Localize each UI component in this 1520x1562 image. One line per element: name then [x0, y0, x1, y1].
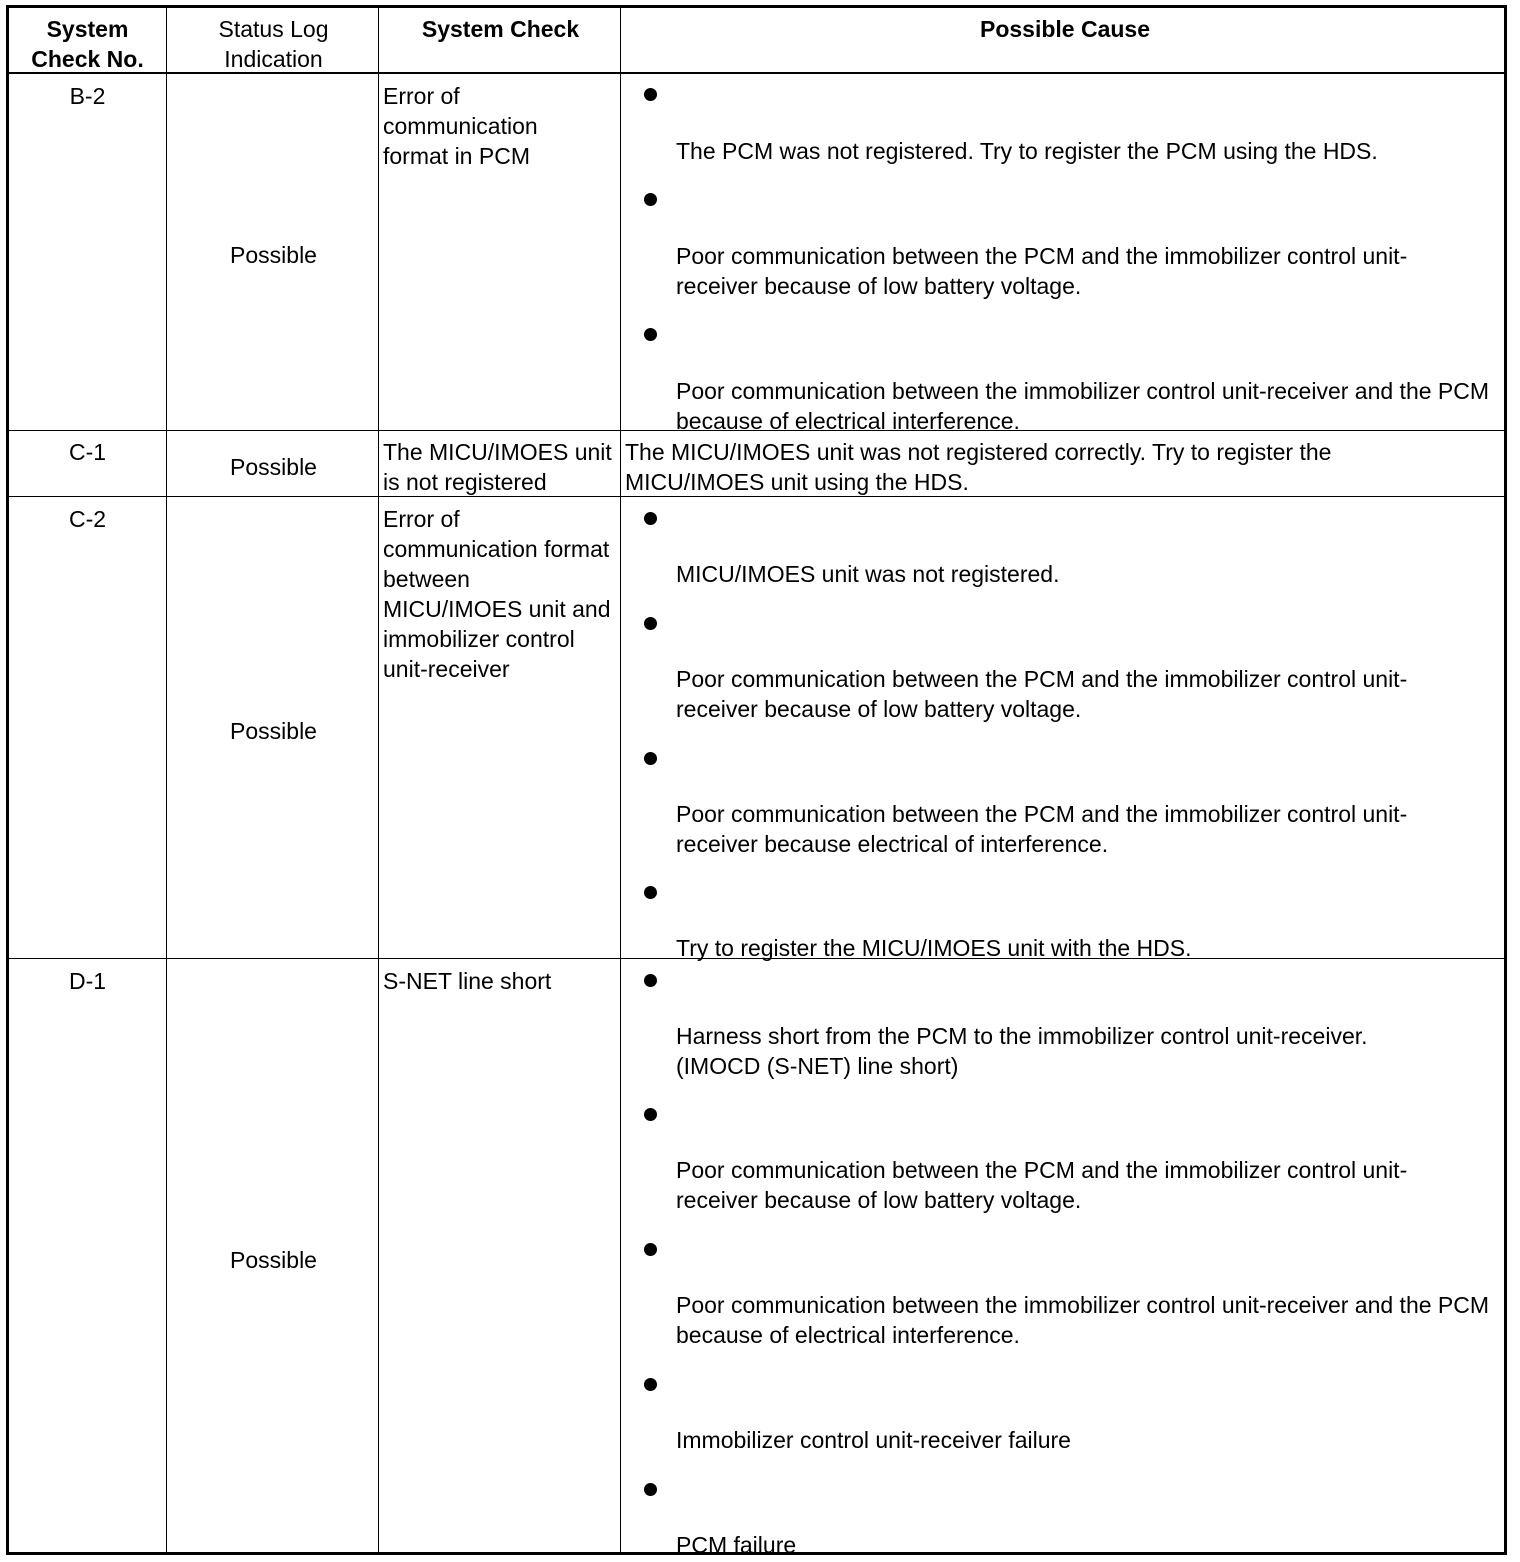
row-c2-cause-4: Try to register the MICU/IMOES unit with the HDS.	[676, 935, 1192, 961]
bullet-icon	[644, 1483, 657, 1496]
bullet-icon	[644, 1243, 657, 1256]
row-d1-status: Possible	[230, 1247, 317, 1273]
row-d1-cause-4: Immobilizer control unit-receiver failure	[676, 1427, 1071, 1453]
header-check-no: System Check No.	[31, 16, 144, 72]
row-b2-status: Possible	[230, 242, 317, 268]
bullet-icon	[644, 752, 657, 765]
row-c2-cause-1: MICU/IMOES unit was not registered.	[676, 561, 1060, 587]
row-c1-system-check: The MICU/IMOES unit is not registered	[383, 439, 612, 495]
row-c1-status: Possible	[230, 454, 317, 480]
row-b2-system-check: Error of communication format in PCM	[383, 83, 538, 169]
row-d1-cause-1: Harness short from the PCM to the immobilizer control unit-receiver. (IMOCD (S-NET) line short)	[676, 1023, 1368, 1079]
row-c2-check-no: C-2	[68, 506, 107, 532]
bullet-icon	[644, 1108, 657, 1121]
bullet-icon	[644, 1378, 657, 1391]
row-d1-cause-5: PCM failure	[676, 1532, 797, 1558]
bullet-icon	[644, 88, 657, 101]
row-d1-cause-2: Poor communication between the PCM and the immobilizer control unit-receiver because of low battery voltage.	[676, 1157, 1408, 1213]
bullet-icon	[644, 886, 657, 899]
row-b2-cause-2: Poor communication between the PCM and the immobilizer control unit-receiver because of low battery voltage.	[676, 243, 1408, 299]
row-c2-cause-2: Poor communication between the PCM and the immobilizer control unit-receiver because of low battery voltage.	[676, 666, 1408, 722]
row-b2-cause-3: Poor communication between the immobilizer control unit-receiver and the PCM because of electrical interference.	[676, 378, 1490, 434]
row-c2-system-check: Error of communication format between MICU/IMOES unit and immobilizer control unit-receiver	[383, 506, 611, 682]
row-c2-status: Possible	[230, 718, 317, 744]
column-divider	[166, 8, 167, 1552]
row-c1-check-no: C-1	[68, 439, 107, 465]
header-status-log: Status Log Indication	[218, 16, 329, 72]
column-divider	[620, 8, 621, 1552]
row-b2-check-no: B-2	[69, 83, 106, 109]
row-d1-system-check: S-NET line short	[383, 968, 552, 994]
row-d1-check-no: D-1	[68, 968, 107, 994]
row-c2-cause-3: Poor communication between the PCM and the immobilizer control unit-receiver because electrical of interference.	[676, 801, 1408, 857]
bullet-icon	[644, 193, 657, 206]
bullet-icon	[644, 328, 657, 341]
bullet-icon	[644, 974, 657, 987]
column-divider	[378, 8, 379, 1552]
bullet-icon	[644, 617, 657, 630]
row-b2-cause-1: The PCM was not registered. Try to register the PCM using the HDS.	[676, 138, 1378, 164]
bullet-icon	[644, 512, 657, 525]
diagnostic-table	[6, 5, 1507, 1558]
header-possible-cause: Possible Cause	[979, 16, 1151, 42]
header-system-check: System Check	[421, 16, 580, 42]
row-d1-cause-3: Poor communication between the immobilizer control unit-receiver and the PCM because of electrical interference.	[676, 1292, 1490, 1348]
row-c1-cause: The MICU/IMOES unit was not registered correctly. Try to register the MICU/IMOES unit using the HDS.	[625, 439, 1332, 495]
